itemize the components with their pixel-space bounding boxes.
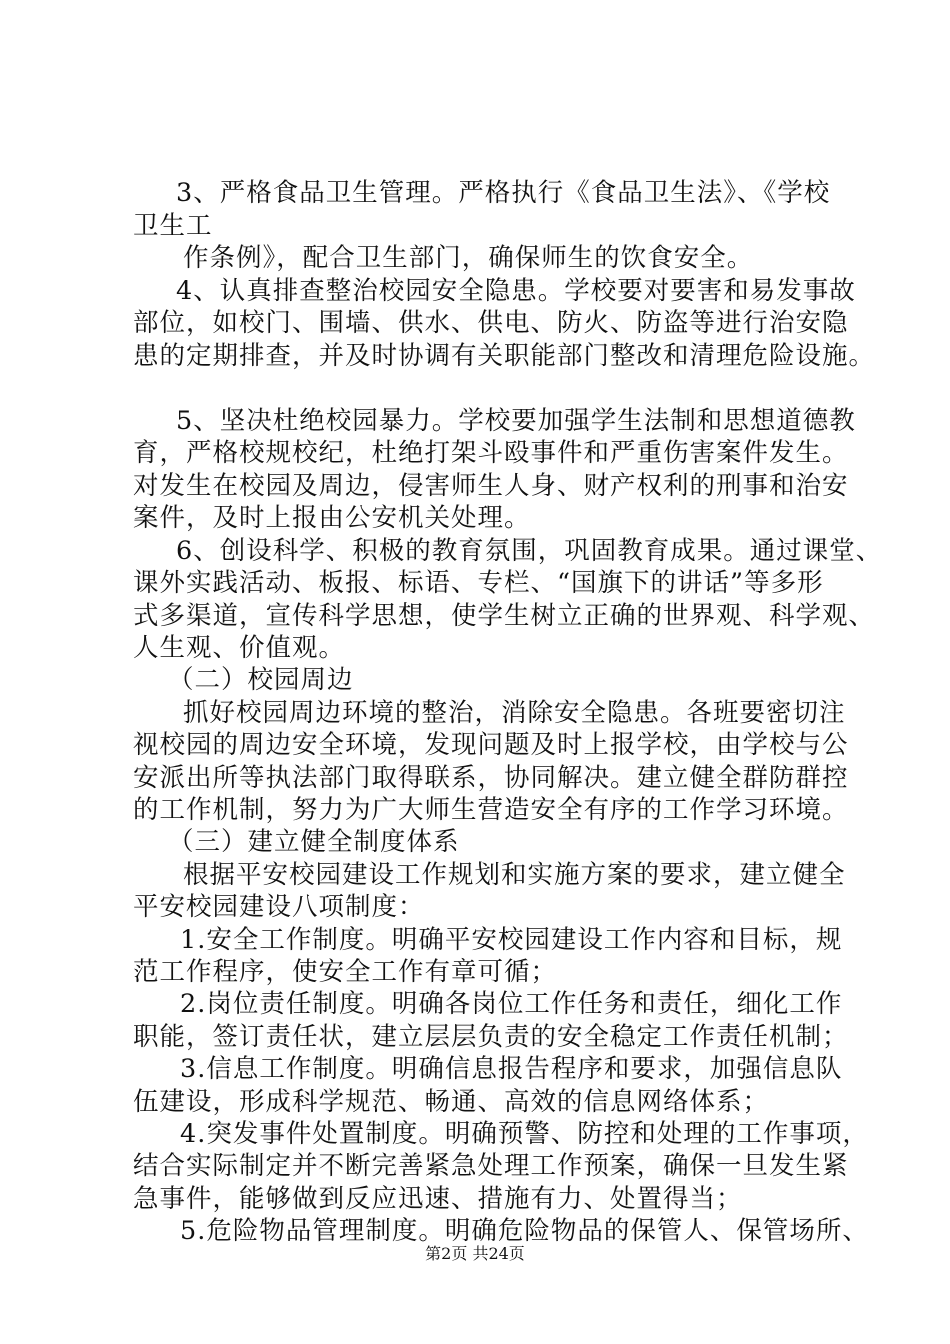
text-line: 卫生工	[133, 211, 213, 241]
text-line: 范工作程序，使安全工作有章可循；	[133, 957, 558, 987]
text-line: 人生观、价值观。	[133, 633, 346, 663]
text-line: 患的定期排查，并及时协调有关职能部门整改和清理危险设施。	[133, 341, 876, 371]
page-footer: 第2页 共24页	[425, 1244, 525, 1263]
section-heading: （三）建立健全制度体系	[168, 827, 460, 857]
text-line: 的工作机制，努力为广大师生营造安全有序的工作学习环境。	[133, 795, 849, 825]
text-line: 视校园的周边安全环境，发现问题及时上报学校，由学校与公	[133, 730, 849, 760]
text-line: 式多渠道，宣传科学思想，使学生树立正确的世界观、科学观、	[133, 601, 876, 631]
text-line: 急事件，能够做到反应迅速、措施有力、处置得当；	[133, 1184, 743, 1214]
text-line: 4、认真排查整治校园安全隐患。学校要对要害和易发事故	[176, 276, 856, 306]
text-line: 5、坚决杜绝校园暴力。学校要加强学生法制和思想道德教	[176, 406, 856, 436]
text-line: 4.突发事件处置制度。明确预警、防控和处理的工作事项，	[180, 1119, 869, 1149]
text-line: 案件，及时上报由公安机关处理。	[133, 503, 531, 533]
text-line: 3、严格食品卫生管理。严格执行《食品卫生法》、《学校	[176, 178, 831, 208]
text-line: 根据平安校园建设工作规划和实施方案的要求，建立健全	[183, 860, 846, 890]
text-line: 育，严格校规校纪，杜绝打架斗殴事件和严重伤害案件发生。	[133, 438, 849, 468]
text-line: 2.岗位责任制度。明确各岗位工作任务和责任，细化工作	[180, 989, 843, 1019]
text-line: 5.危险物品管理制度。明确危险物品的保管人、保管场所、	[180, 1216, 869, 1246]
text-line: 对发生在校园及周边，侵害师生人身、财产权利的刑事和治安	[133, 471, 849, 501]
text-line: 部位，如校门、围墙、供水、供电、防火、防盗等进行治安隐	[133, 308, 849, 338]
text-line: 6、创设科学、积极的教育氛围，巩固教育成果。通过课堂、	[176, 536, 883, 566]
text-line: 抓好校园周边环境的整治，消除安全隐患。各班要密切注	[183, 698, 846, 728]
text-line: 结合实际制定并不断完善紧急处理工作预案，确保一旦发生紧	[133, 1151, 849, 1181]
text-line: 职能，签订责任状，建立层层负责的安全稳定工作责任机制；	[133, 1022, 849, 1052]
text-line: 1.安全工作制度。明确平安校园建设工作内容和目标，规	[180, 925, 843, 955]
text-line: 3.信息工作制度。明确信息报告程序和要求，加强信息队	[180, 1054, 843, 1084]
text-line: 平安校园建设八项制度：	[133, 892, 425, 922]
text-line: 作条例》，配合卫生部门，确保师生的饮食安全。	[183, 243, 754, 273]
section-heading: （二）校园周边	[168, 665, 354, 695]
text-line: 安派出所等执法部门取得联系，协同解决。建立健全群防群控	[133, 763, 849, 793]
text-line: 伍建设，形成科学规范、畅通、高效的信息网络体系；	[133, 1087, 770, 1117]
text-line: 课外实践活动、板报、标语、专栏、“国旗下的讲话”等多形	[133, 568, 824, 598]
